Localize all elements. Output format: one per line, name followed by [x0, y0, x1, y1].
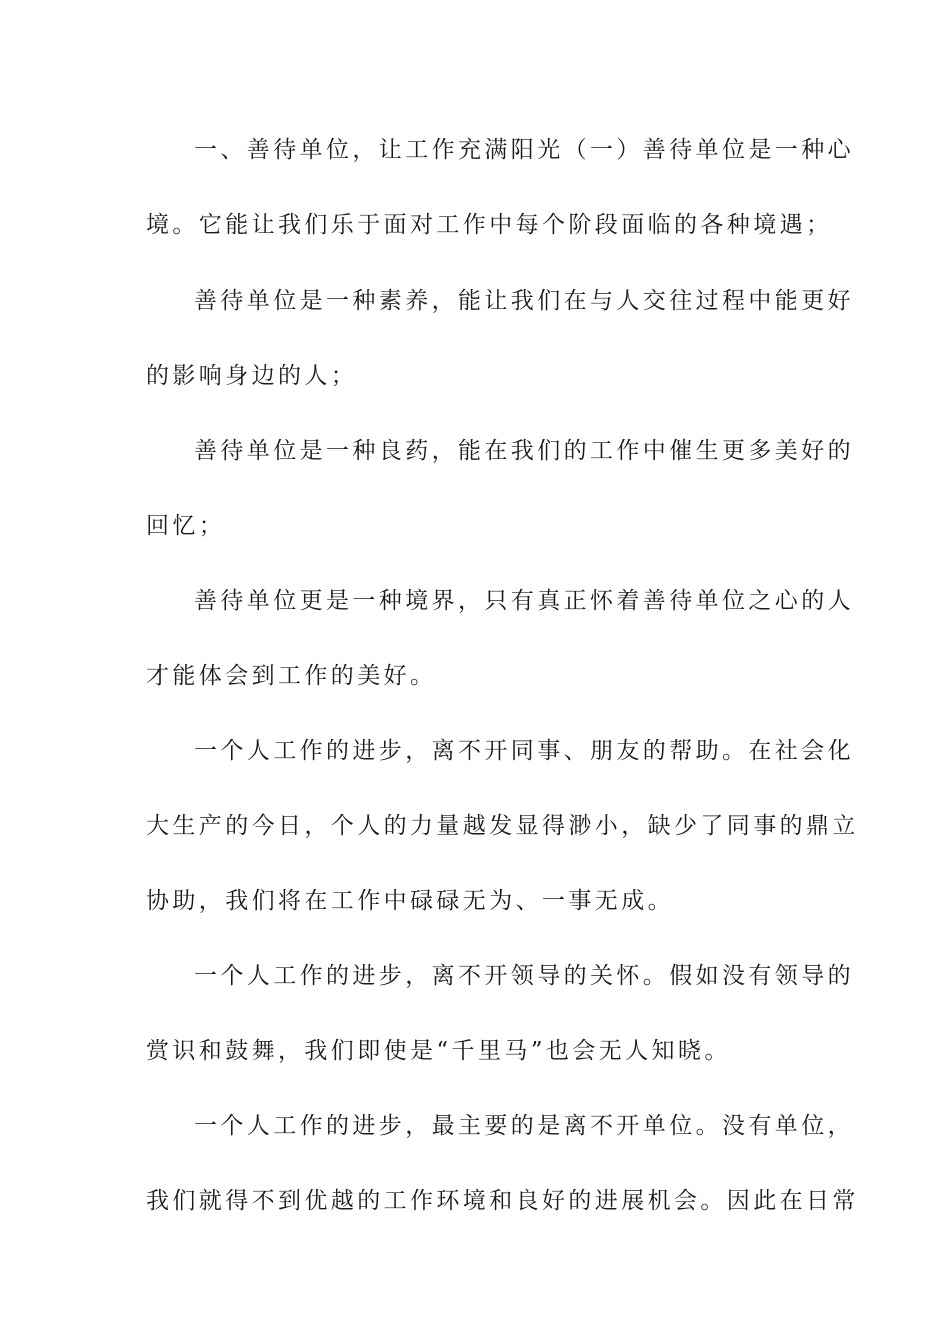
paragraph-3-line-1: 善待单位是一种良药，能在我们的工作中催生更多美好的: [194, 438, 854, 464]
paragraph-7-line-1: 一个人工作的进步，最主要的是离不开单位。没有单位，: [194, 1113, 854, 1139]
paragraph-5-line-2: 大生产的今日，个人的力量越发显得渺小，缺少了同事的鼎立: [146, 813, 859, 839]
paragraph-5-line-3: 协助，我们将在工作中碌碌无为、一事无成。: [146, 888, 674, 914]
paragraph-6-line-2: 赏识和鼓舞，我们即使是“千里马”也会无人知晓。: [146, 1038, 731, 1064]
paragraph-1-line-1: 一、善待单位，让工作充满阳光（一）善待单位是一种心: [194, 137, 854, 163]
paragraph-1-line-2: 境。它能让我们乐于面对工作中每个阶段面临的各种境遇；: [146, 212, 833, 238]
paragraph-4-line-1: 善待单位更是一种境界，只有真正怀着善待单位之心的人: [194, 588, 854, 614]
paragraph-3-line-2: 回忆；: [146, 513, 226, 539]
paragraph-4-line-2: 才能体会到工作的美好。: [146, 663, 437, 689]
paragraph-6-line-1: 一个人工作的进步，离不开领导的关怀。假如没有领导的: [194, 963, 854, 989]
paragraph-5-line-1: 一个人工作的进步，离不开同事、朋友的帮助。在社会化: [194, 738, 854, 764]
paragraph-7-line-2: 我们就得不到优越的工作环境和良好的进展机会。因此在日常: [146, 1188, 859, 1214]
paragraph-2-line-2: 的影响身边的人；: [146, 363, 358, 389]
paragraph-2-line-1: 善待单位是一种素养，能让我们在与人交往过程中能更好: [194, 288, 854, 314]
